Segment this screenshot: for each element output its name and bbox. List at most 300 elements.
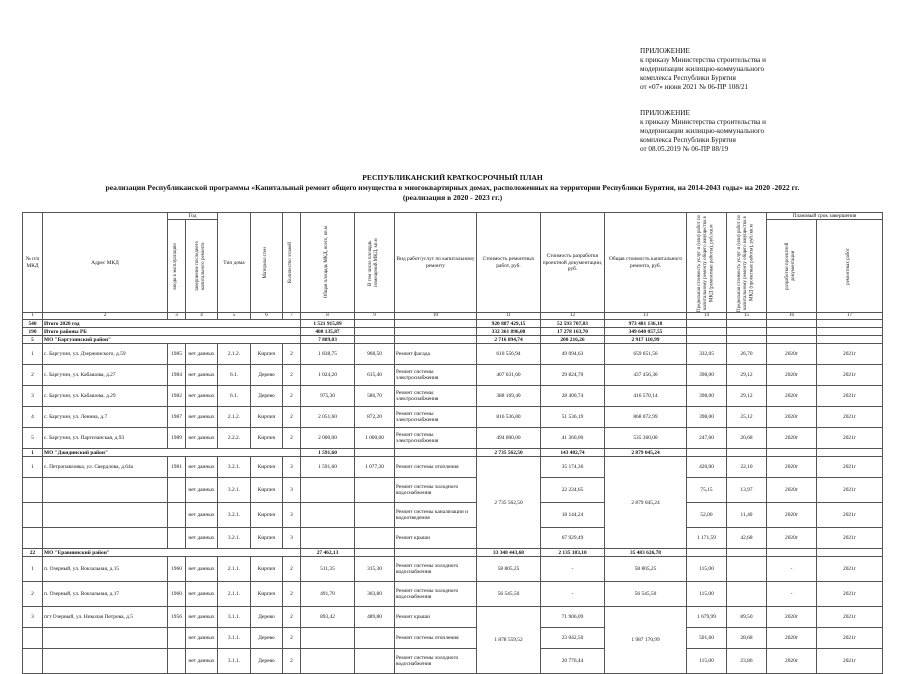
cell: 115,00	[687, 649, 727, 674]
appendix-line: модернизации жилищно-коммунального	[640, 65, 765, 73]
cell: 303,80	[355, 582, 395, 607]
cell: 89,50	[727, 607, 767, 628]
cell: -	[541, 557, 605, 582]
appendix-line: ПРИЛОЖЕНИЕ	[640, 109, 690, 117]
header-limit-design	[727, 213, 767, 313]
cell: Кирпич	[251, 582, 283, 607]
cell: 22,10	[727, 457, 767, 478]
document-subtitle: реализации Республиканской программы «Капитальный ремонт общего имущества в многоквартирных домах, расположенных на территории Республики Бурятия, на 2014-2043 годы» на 2020 -2022 гг.	[105, 183, 800, 192]
cell: Кирпич	[251, 557, 283, 582]
cell: нет данных	[186, 528, 218, 549]
cell: 2	[283, 582, 301, 607]
cell: нет данных	[186, 582, 218, 607]
cell: нет данных	[186, 386, 218, 407]
column-number: 6	[251, 313, 283, 320]
cell: 6.1.	[218, 365, 251, 386]
cell: с. Баргузин, ул. Дзержинского, д.59	[43, 344, 168, 365]
cell: 332 361 896,08	[477, 328, 541, 336]
cell: нет данных	[186, 557, 218, 582]
cell: МО "Еравнинский район"	[43, 549, 301, 557]
cell: Ремонт системы отопления	[395, 628, 477, 649]
cell: 2020г	[767, 365, 817, 386]
cell: 56 545,50	[605, 582, 687, 607]
cell: 349 640 057,55	[605, 328, 687, 336]
cell: 3.2.1.	[218, 478, 251, 503]
column-number: 15	[727, 313, 767, 320]
cell: 973 481 136,18	[605, 320, 687, 328]
table-row	[23, 407, 883, 428]
cell: с. Баргузин, ул. Кабашова, д.27	[43, 365, 168, 386]
cell: Кирпич	[251, 407, 283, 428]
table-row	[23, 457, 883, 478]
cell: 3	[23, 607, 43, 628]
cell: 41 360,00	[541, 428, 605, 449]
cell: 20,68	[727, 428, 767, 449]
header-total-cost: Общая стоимость капитального ремонта, руб.	[605, 213, 687, 313]
header-number: № п/п МКД	[23, 213, 43, 313]
cell: 28,68	[727, 628, 767, 649]
cell: 2	[283, 628, 301, 649]
cell: 2 735 562,50	[477, 449, 541, 457]
header-text: Общая площадь МКД, всего, кв.м	[324, 226, 330, 299]
cell: Ремонт системы электроснабжения	[395, 407, 477, 428]
cell: нет данных	[186, 607, 218, 628]
total-row	[23, 320, 883, 328]
cell: -	[541, 582, 605, 607]
table-row	[23, 386, 883, 407]
cell: 6.1.	[218, 386, 251, 407]
cell: 3	[283, 503, 301, 528]
cell: 3	[283, 528, 301, 549]
cell: 315,30	[355, 557, 395, 582]
column-number: 14	[687, 313, 727, 320]
header-premises-area	[355, 213, 395, 313]
cell: 49 094,63	[541, 344, 605, 365]
cell: 2 879 045,24	[605, 449, 687, 457]
cell: 489,80	[355, 607, 395, 628]
cell: 893,42	[301, 607, 355, 628]
cell: Ремонт системы электроснабжения	[395, 365, 477, 386]
cell: МО "Джидинский район"	[43, 449, 301, 457]
cell: 398,00	[687, 365, 727, 386]
cell: п. Озерный, ул. Вокзальная, д.17	[43, 582, 168, 607]
cell: Ремонт системы холодного водоснабжения	[395, 557, 477, 582]
cell: 2	[23, 365, 43, 386]
column-number: 2	[43, 313, 168, 320]
header-total-area	[301, 213, 355, 313]
cell: 332,05	[687, 344, 727, 365]
cell: 1989	[168, 428, 186, 449]
cell: 3.1.1.	[218, 607, 251, 628]
appendix-line: от «07» июня 2021 № 06-ПР 108/21	[640, 83, 749, 91]
header-text: разработки проектной документации	[785, 242, 797, 290]
cell: 1985	[168, 344, 186, 365]
total-row	[23, 328, 883, 336]
cell: 4	[23, 407, 43, 428]
header-text: Количество этажей	[288, 242, 294, 284]
header-address: Адрес МКД	[43, 213, 168, 313]
cell: 35 483 626,78	[605, 549, 687, 557]
cell: Дерево	[251, 649, 283, 674]
cell: 2	[283, 557, 301, 582]
cell: 2 716 894,74	[477, 336, 541, 344]
cell: 2	[283, 365, 301, 386]
cell: 1	[23, 557, 43, 582]
cell: 2020г	[767, 344, 817, 365]
cell: 3.1.1.	[218, 649, 251, 674]
cell: 1 077,30	[355, 457, 395, 478]
column-number: 11	[477, 313, 541, 320]
cell: 29 824,70	[541, 365, 605, 386]
cell: 1 838,75	[301, 344, 355, 365]
cell: 2	[283, 607, 301, 628]
cell: 28 400,74	[541, 386, 605, 407]
cell: Кирпич	[251, 457, 283, 478]
plan-table	[22, 212, 883, 674]
cell: Дерево	[251, 628, 283, 649]
cell: 5	[23, 428, 43, 449]
cell: 247,00	[687, 428, 727, 449]
appendix-line: комплекса Республики Бурятия	[640, 136, 736, 144]
cell: МО "Баргузинский район"	[43, 336, 301, 344]
header-wall-material	[251, 213, 283, 313]
cell: 2021г	[817, 478, 883, 503]
cell: 1	[23, 457, 43, 478]
cell: 2020г	[767, 478, 817, 503]
header-text: Предельная стоимость услуг и (или) работ по капитальному ремонту общего имущества в МКД (ремонтные работы), руб./кв.м	[697, 214, 715, 312]
cell: нет данных	[186, 407, 218, 428]
cell: 1982	[168, 386, 186, 407]
header-commission	[168, 220, 186, 313]
cell: 2020г	[767, 649, 817, 674]
appendix-line: к приказу Министерства строительства и	[640, 56, 767, 64]
cell: 416 570,14	[605, 386, 687, 407]
table-row	[23, 557, 883, 582]
table-row	[23, 503, 883, 528]
document-title: РЕСПУБЛИКАНСКИЙ КРАТКОСРОЧНЫЙ ПЛАН	[362, 173, 543, 182]
cell: 2021г	[817, 344, 883, 365]
cell: п. Озерный, ул. Вокзальная, д.15	[43, 557, 168, 582]
cell: 968,50	[355, 344, 395, 365]
cell: 75,15	[687, 478, 727, 503]
cell: 42,68	[727, 528, 767, 549]
cell: 1956	[168, 607, 186, 628]
cell: 2021г	[817, 428, 883, 449]
cell: 2021г	[817, 407, 883, 428]
cell: 33 348 443,68	[477, 549, 541, 557]
cell: 2.1.2.	[218, 407, 251, 428]
cell: Ремонт системы холодного водоснабжения	[395, 478, 477, 503]
header-floors	[283, 213, 301, 313]
cell: 2021г	[817, 582, 883, 607]
cell: 868 072,99	[605, 407, 687, 428]
column-number: 1	[23, 313, 43, 320]
cell: 388 169,40	[477, 386, 541, 407]
appendix-line: модернизации жилищно-коммунального	[640, 127, 765, 135]
cell: 2.1.1.	[218, 557, 251, 582]
cell: 2021г	[817, 386, 883, 407]
cell: Итого 2020 год	[43, 320, 301, 328]
cell: 1 591,60	[301, 449, 355, 457]
column-numbers-row	[23, 313, 883, 320]
header-text: ремонтных работ	[846, 247, 852, 285]
cell: нет данных	[186, 478, 218, 503]
cell: 115,00	[687, 557, 727, 582]
cell: 115,00	[687, 582, 727, 607]
header-text: завершение последнего капитального ремонта	[195, 241, 207, 292]
cell: 3	[23, 386, 43, 407]
cell: нет данных	[186, 649, 218, 674]
cell: нет данных	[186, 428, 218, 449]
appendix-line: комплекса Республики Бурятия	[640, 74, 736, 82]
cell: 52 593 707,03	[541, 320, 605, 328]
cell: 2020г	[767, 457, 817, 478]
header-repair-term	[817, 220, 883, 313]
document-period: (реализация в 2020 - 2023 гг.)	[402, 193, 503, 202]
cell: 56 545,50	[477, 582, 541, 607]
cell: 3.1.1.	[218, 628, 251, 649]
cell: 2	[283, 344, 301, 365]
column-number: 7	[283, 313, 301, 320]
cell: Кирпич	[251, 528, 283, 549]
cell	[727, 582, 767, 607]
cell: -	[767, 557, 817, 582]
cell: 1 987 170,99	[605, 607, 687, 674]
cell: 2 135 183,10	[541, 549, 605, 557]
cell: 190	[23, 328, 43, 336]
cell: 872,20	[355, 407, 395, 428]
header-last-repair	[186, 220, 218, 313]
cell: 2.1.2.	[218, 344, 251, 365]
cell: 494 000,00	[477, 428, 541, 449]
column-number: 12	[541, 313, 605, 320]
table-row	[23, 428, 883, 449]
cell: с. Баргузин, ул. Ленина, д.7	[43, 407, 168, 428]
appendix-note-1	[640, 47, 766, 92]
column-number: 13	[605, 313, 687, 320]
cell: 975,30	[301, 386, 355, 407]
header-text: Материал стен	[263, 246, 269, 279]
cell: 1960	[168, 557, 186, 582]
cell: Кирпич	[251, 428, 283, 449]
cell: 3	[283, 478, 301, 503]
cell: 11,40	[727, 503, 767, 528]
header-limit-repair	[687, 213, 727, 313]
cell: Ремонт системы холодного водоснабжения	[395, 582, 477, 607]
cell: 2020г	[767, 503, 817, 528]
appendix-line: к приказу Министерства строительства и	[640, 118, 767, 126]
header-text: Предельная стоимость услуг и (или) работ по капитальному ремонту общего имущества в МКД (проектные работы), руб./кв.м	[737, 214, 755, 312]
cell: 816 536,80	[477, 407, 541, 428]
cell: 2	[283, 407, 301, 428]
cell: Ремонт крыши	[395, 607, 477, 628]
cell: 2021г	[817, 628, 883, 649]
cell: 200 216,26	[541, 336, 605, 344]
cell: с. Петропавловка, ул. Свердлова, д.64а	[43, 457, 168, 478]
cell: 23 042,50	[541, 628, 605, 649]
cell: Итого районы РБ	[43, 328, 301, 336]
cell: 2 917 110,99	[605, 336, 687, 344]
cell: 2021г	[817, 457, 883, 478]
column-number: 17	[817, 313, 883, 320]
cell: 2021г	[817, 503, 883, 528]
cell: 71 906,09	[541, 607, 605, 628]
cell: 1 024,20	[301, 365, 355, 386]
cell: 5	[23, 336, 43, 344]
header-work-type: Вид работ/услуг по капитальному ремонту	[395, 213, 477, 313]
cell: 1987	[168, 407, 186, 428]
cell: 52,00	[687, 503, 727, 528]
appendix-line: ПРИЛОЖЕНИЕ	[640, 47, 690, 55]
column-number: 4	[186, 313, 218, 320]
table-row	[23, 344, 883, 365]
district-row	[23, 449, 883, 457]
cell: 2020г	[767, 607, 817, 628]
table-row	[23, 628, 883, 649]
cell: 2 735 562,50	[477, 457, 541, 549]
cell: 2021г	[817, 649, 883, 674]
cell: 407 631,60	[477, 365, 541, 386]
cell: 1960	[168, 582, 186, 607]
column-number: 10	[395, 313, 477, 320]
cell: Кирпич	[251, 503, 283, 528]
header-design-term	[767, 220, 817, 313]
appendix-note-2	[640, 109, 766, 154]
cell: 17 278 163,70	[541, 328, 605, 336]
cell: нет данных	[186, 628, 218, 649]
cell: нет данных	[186, 503, 218, 528]
cell: -	[767, 582, 817, 607]
cell: Кирпич	[251, 344, 283, 365]
header-planned-term: Плановый срок завершения	[767, 213, 883, 220]
cell: 2	[283, 428, 301, 449]
cell: 1	[23, 344, 43, 365]
cell: 2021г	[817, 557, 883, 582]
cell: 22 234,65	[541, 478, 605, 503]
column-number: 9	[355, 313, 395, 320]
header-text: ввода в эксплуатацию	[173, 242, 179, 290]
cell: 610 556,94	[477, 344, 541, 365]
district-row	[23, 336, 883, 344]
cell: 7 889,03	[301, 336, 355, 344]
column-number: 3	[168, 313, 186, 320]
cell: 398,00	[687, 386, 727, 407]
header-repair-cost: Стоимость ремонтных работ, руб.	[477, 213, 541, 313]
cell: 3.2.1.	[218, 528, 251, 549]
cell: 67 929,49	[541, 528, 605, 549]
cell: 22	[23, 549, 43, 557]
cell: 2.2.2.	[218, 428, 251, 449]
cell: 1981	[168, 457, 186, 478]
cell: 2	[283, 649, 301, 674]
header-design-cost: Стоимость разработки проектной документации, руб.	[541, 213, 605, 313]
cell: 1 679,99	[687, 607, 727, 628]
cell: 408 135,87	[301, 328, 355, 336]
cell: Кирпич	[251, 478, 283, 503]
cell: 58 805,25	[477, 557, 541, 582]
cell: Ремонт системы холодного водоснабжения	[395, 649, 477, 674]
cell: 27 462,13	[301, 549, 355, 557]
cell: Ремонт фасада	[395, 344, 477, 365]
cell: 2 000,00	[301, 428, 355, 449]
cell: 2 879 045,24	[605, 457, 687, 549]
table-row	[23, 607, 883, 628]
cell: 58 805,25	[605, 557, 687, 582]
column-number: 16	[767, 313, 817, 320]
cell: Дерево	[251, 386, 283, 407]
cell: 1 521 915,89	[301, 320, 355, 328]
cell: 420,00	[687, 457, 727, 478]
cell: 920 887 429,15	[477, 320, 541, 328]
cell: 398,00	[687, 407, 727, 428]
cell: нет данных	[186, 365, 218, 386]
appendix-line: от 08.05.2019 № 06-ПР 88/19	[640, 145, 729, 153]
cell: 20 776,44	[541, 649, 605, 674]
cell: 2021г	[817, 528, 883, 549]
cell: 535 360,00	[605, 428, 687, 449]
cell: 3.2.1.	[218, 457, 251, 478]
cell: 143 482,74	[541, 449, 605, 457]
cell: с. Баргузин, ул. Партизанская, д.93	[43, 428, 168, 449]
cell: 2020г	[767, 528, 817, 549]
cell: 1	[23, 449, 43, 457]
cell: 659 651,56	[605, 344, 687, 365]
cell: 2020г	[767, 428, 817, 449]
header-text: В том числе площадь помещений МКД, кв.м	[368, 238, 380, 287]
cell: 1984	[168, 365, 186, 386]
cell: 2	[23, 582, 43, 607]
cell: нет данных	[186, 344, 218, 365]
cell: 29,12	[727, 365, 767, 386]
cell: Дерево	[251, 607, 283, 628]
district-row	[23, 549, 883, 557]
cell: 3.2.1.	[218, 503, 251, 528]
cell: 540	[23, 320, 43, 328]
cell: 18 144,24	[541, 503, 605, 528]
cell: 2020г	[767, 407, 817, 428]
cell: 2020г	[767, 386, 817, 407]
cell: 615,40	[355, 365, 395, 386]
cell: 586,70	[355, 386, 395, 407]
column-number: 5	[218, 313, 251, 320]
header-house-type: Тип дома	[218, 213, 251, 313]
cell: 2020г	[767, 628, 817, 649]
cell: 23,86	[727, 649, 767, 674]
cell: 51 536,19	[541, 407, 605, 428]
table-row	[23, 649, 883, 674]
cell: 25,12	[727, 407, 767, 428]
cell	[727, 557, 767, 582]
cell: 35 174,36	[541, 457, 605, 478]
cell: 29,12	[727, 386, 767, 407]
cell: 511,35	[301, 557, 355, 582]
table-row	[23, 478, 883, 503]
cell: 3	[283, 457, 301, 478]
cell: 2021г	[817, 365, 883, 386]
table-row	[23, 365, 883, 386]
cell: 501,60	[687, 628, 727, 649]
cell: пгт Озерный, ул. Николая Петрова, д.5	[43, 607, 168, 628]
cell: Ремонт системы отопления	[395, 457, 477, 478]
cell: 1 171,59	[687, 528, 727, 549]
cell: Дерево	[251, 365, 283, 386]
cell: Ремонт крыши	[395, 528, 477, 549]
cell: с. Баргузин, ул. Кабашова, д.29	[43, 386, 168, 407]
cell: 2 051,60	[301, 407, 355, 428]
cell: 1 878 559,52	[477, 607, 541, 674]
cell: 13,97	[727, 478, 767, 503]
column-number: 8	[301, 313, 355, 320]
